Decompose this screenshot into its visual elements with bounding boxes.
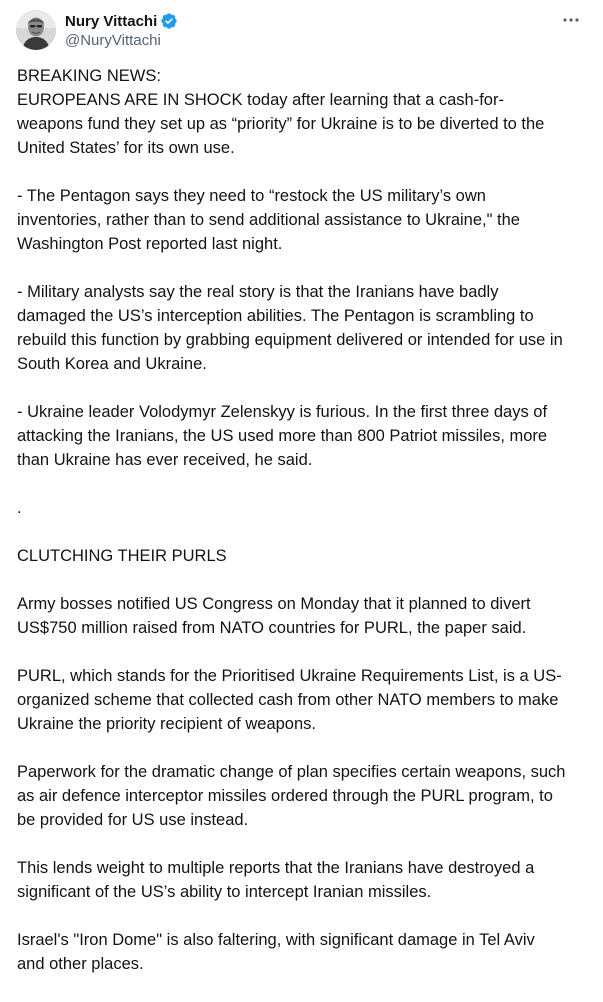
tweet-paragraph: Army bosses notified US Congress on Monday that it planned to divert US$750 million raised from NATO countries for PURL, the paper said.: [17, 595, 531, 637]
tweet-paragraph: - Ukraine leader Volodymyr Zelenskyy is furious. In the first three days of attacking the Iranians, the US used more than 800 Patriot missiles, more than Ukraine has ever received, he said.: [17, 403, 548, 469]
verified-badge-icon[interactable]: [160, 12, 178, 30]
user-avatar-photo: [16, 10, 56, 50]
tweet-paragraph: - Military analysts say the real story is that the Iranians have badly damaged the US’s interception abilities. The Pentagon is scrambling to rebuild this function by grabbing equipment delivered or intended for use in South Korea and Ukraine.: [17, 283, 563, 373]
display-name[interactable]: Nury Vittachi: [65, 12, 158, 30]
tweet-paragraph: Israel's "Iron Dome" is also faltering, with significant damage in Tel Aviv and other places.: [17, 931, 535, 973]
tweet-paragraph: BREAKING NEWS: EUROPEANS ARE IN SHOCK today after learning that a cash-for- weapons fund they set up as “priority” for Ukraine is to be diverted to the United States’ for its own use.: [17, 67, 545, 157]
handle[interactable]: @NuryVittachi: [65, 32, 161, 49]
author-names: [65, 11, 178, 49]
more-horizontal-icon: [562, 17, 580, 23]
section-heading: CLUTCHING THEIR PURLS: [17, 547, 227, 565]
avatar[interactable]: [16, 10, 56, 50]
name-row: [65, 11, 178, 31]
tweet-paragraph: Paperwork for the dramatic change of plan specifies certain weapons, such as air defence interceptor missiles ordered through the PURL program, to be provided for US use instead.: [17, 763, 566, 829]
tweet-paragraph: This lends weight to multiple reports that the Iranians have destroyed a significant of the US’s ability to intercept Iranian missiles.: [17, 859, 535, 901]
tweet-paragraph: .: [17, 499, 22, 517]
tweet-text: [17, 64, 587, 1000]
tweet-paragraph: - The Pentagon says they need to “restock the US military’s own inventories, rather than to send additional assistance to Ukraine," the Washington Post reported last night.: [17, 187, 520, 253]
more-options-button[interactable]: [560, 12, 582, 28]
tweet-paragraph: PURL, which stands for the Prioritised Ukraine Requirements List, is a US- organized scheme that collected cash from other NATO members to make Ukraine the priority recipient of weapons.: [17, 667, 562, 733]
tweet-header: [16, 10, 588, 54]
